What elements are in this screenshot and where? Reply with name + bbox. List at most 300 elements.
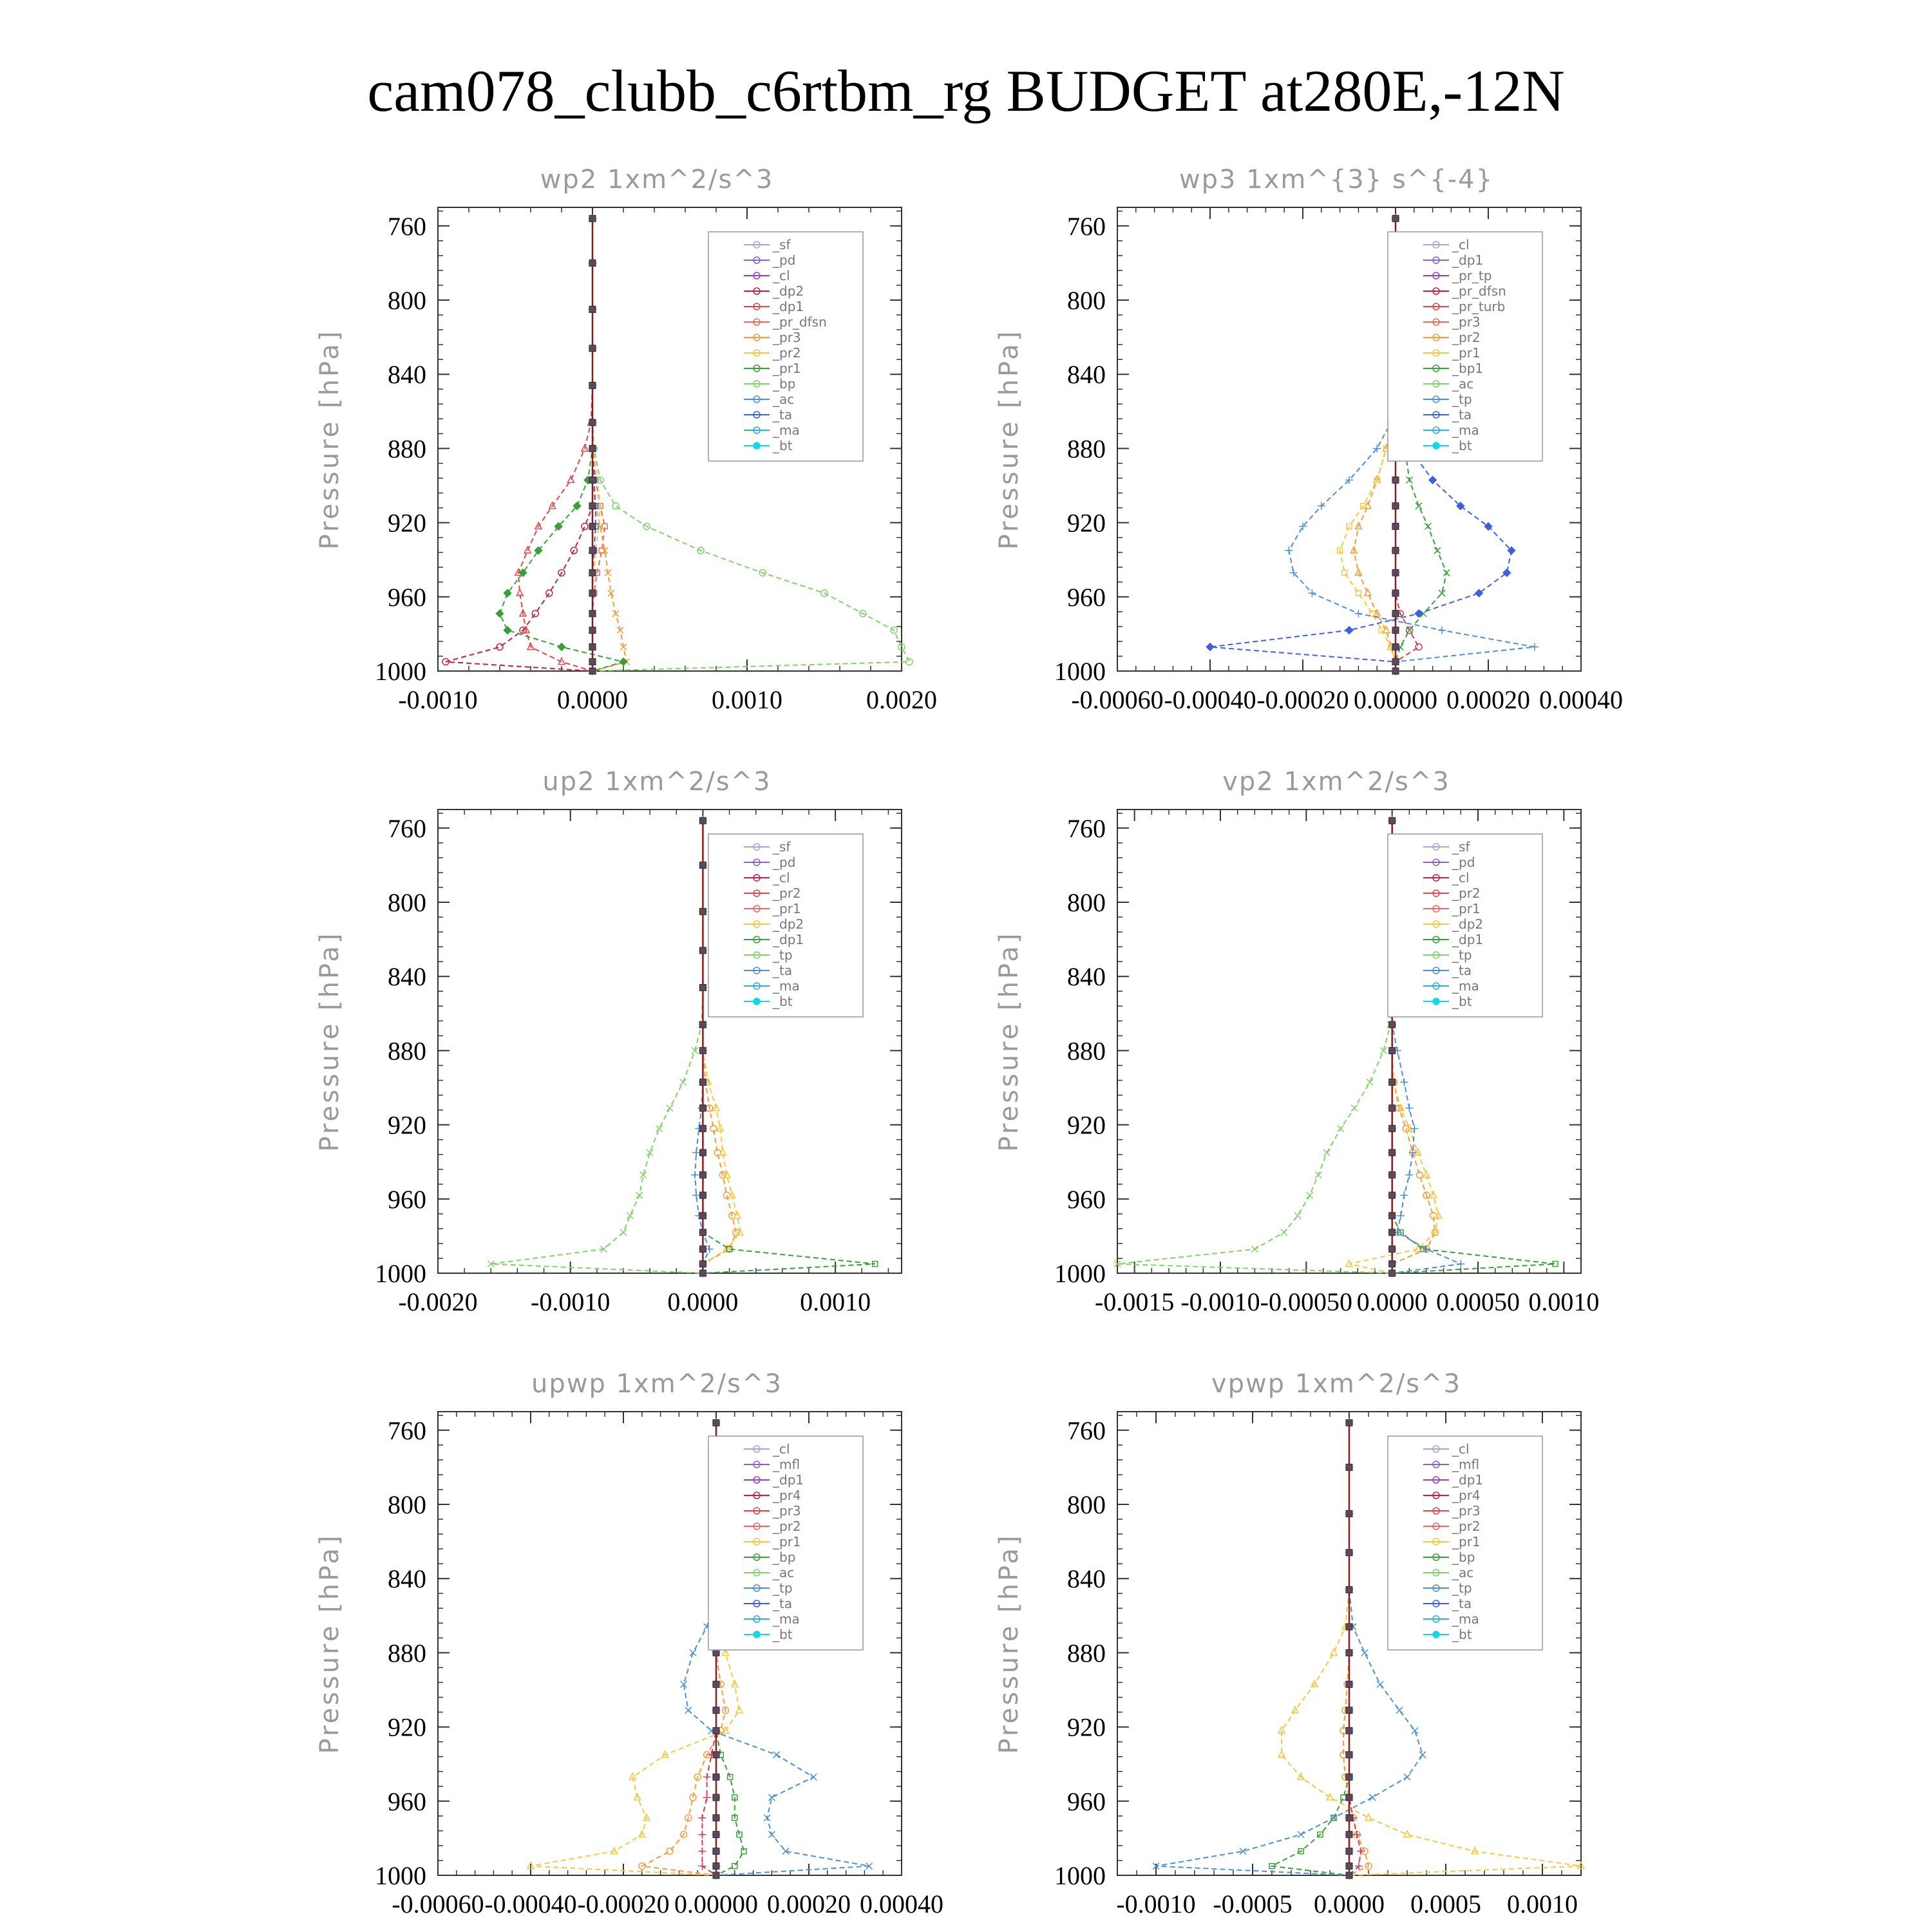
- zero-marker: [699, 984, 706, 990]
- x-tick-label: 0.0005: [1410, 1889, 1481, 1918]
- y-tick-label: 1000: [375, 1259, 426, 1288]
- data-point: [1361, 1649, 1368, 1656]
- zero-marker: [1392, 569, 1399, 576]
- x-tick-label: 0.0000: [1314, 1889, 1385, 1918]
- zero-marker: [1389, 817, 1396, 824]
- zero-marker: [589, 306, 596, 312]
- data-point: [685, 1707, 692, 1714]
- zero-marker: [1346, 1586, 1352, 1593]
- zero-marker: [589, 345, 596, 352]
- data-point: [703, 1794, 711, 1801]
- legend-entry: _mfl: [773, 1457, 800, 1472]
- data-point: [698, 1831, 706, 1839]
- y-axis-label: Pressure [hPa]: [315, 328, 345, 550]
- data-point: [1404, 1774, 1410, 1780]
- zero-marker: [1392, 627, 1399, 634]
- zero-marker: [589, 503, 596, 509]
- legend-entry: _bt: [1452, 438, 1472, 453]
- legend-entry: _dp1: [773, 299, 804, 314]
- legend-entry: _pr3: [773, 1503, 801, 1519]
- legend-entry: _ta: [773, 1596, 793, 1611]
- zero-marker: [1392, 547, 1399, 554]
- data-point: [667, 1848, 673, 1855]
- legend-entry: _bt: [1452, 1627, 1472, 1642]
- zero-marker: [589, 260, 596, 266]
- zero-marker: [699, 1150, 706, 1156]
- panel-4: [994, 767, 1599, 1316]
- legend-entry: _ta: [773, 963, 793, 978]
- zero-marker: [699, 947, 706, 954]
- zero-marker: [1389, 1021, 1396, 1028]
- data-point: [1438, 627, 1446, 634]
- legend-entry: _bt: [773, 438, 793, 453]
- zero-marker: [699, 1192, 706, 1198]
- x-tick-label: -0.00040: [484, 1889, 577, 1918]
- zero-marker: [699, 1246, 706, 1253]
- zero-marker: [699, 1229, 706, 1236]
- y-tick-label: 960: [1067, 1786, 1106, 1816]
- zero-marker: [713, 1419, 719, 1426]
- legend-entry: _mfl: [1452, 1457, 1480, 1472]
- data-point: [1285, 547, 1293, 554]
- data-point: [636, 1192, 643, 1198]
- data-point: [640, 1171, 647, 1178]
- x-tick-label: -0.00050: [1260, 1287, 1352, 1316]
- page-title: cam078_clubb_c6rtbm_rg BUDGET at280E,-12N: [367, 58, 1565, 124]
- legend-entry: _tp: [1452, 1580, 1472, 1596]
- panel-title: vp2 1xm^2/s^3: [1222, 767, 1450, 797]
- legend-entry: _pr_tp: [1452, 268, 1492, 283]
- zero-marker: [1389, 1270, 1396, 1276]
- zero-marker: [1392, 644, 1399, 650]
- data-point: [1315, 1171, 1321, 1178]
- y-tick-label: 840: [388, 1564, 426, 1594]
- zero-marker: [589, 627, 596, 634]
- x-tick-label: 0.00000: [1354, 685, 1437, 714]
- zero-marker: [1346, 1863, 1352, 1870]
- zero-marker: [1346, 1727, 1352, 1734]
- legend-entry: _pr2: [773, 345, 801, 361]
- zero-marker: [1389, 1229, 1396, 1236]
- legend-entry: _ac: [1452, 376, 1474, 392]
- y-tick-label: 960: [388, 582, 426, 612]
- y-tick-label: 880: [1067, 434, 1106, 464]
- legend-entry: _sf: [1452, 839, 1470, 855]
- series-line: [1343, 1423, 1368, 1875]
- zero-marker: [1389, 1261, 1396, 1267]
- x-tick-label: -0.0010: [398, 685, 478, 714]
- zero-marker: [1346, 1510, 1352, 1517]
- y-tick-label: 1000: [1054, 1259, 1106, 1288]
- legend-entry: _tp: [1452, 392, 1472, 407]
- y-tick-label: 840: [388, 962, 426, 992]
- zero-marker: [589, 668, 596, 674]
- data-point: [546, 590, 553, 596]
- zero-marker: [1389, 1213, 1396, 1219]
- y-tick-label: 960: [1067, 1184, 1106, 1214]
- zero-marker: [1389, 1105, 1396, 1112]
- x-tick-label: -0.00060: [1071, 685, 1164, 714]
- x-tick-label: 0.0000: [667, 1287, 739, 1316]
- y-tick-label: 920: [388, 508, 426, 538]
- x-tick-label: -0.0020: [398, 1287, 478, 1316]
- data-point: [1308, 589, 1316, 597]
- legend-entry: _pr_dfsn: [1452, 283, 1506, 299]
- legend-entry: _ta: [773, 407, 793, 422]
- y-tick-label: 1000: [1054, 1861, 1106, 1890]
- data-point: [1367, 1079, 1373, 1085]
- panel-title: upwp 1xm^2/s^3: [531, 1369, 782, 1399]
- series-line: [446, 218, 592, 671]
- zero-marker: [589, 659, 596, 665]
- zero-marker: [589, 215, 596, 222]
- y-tick-label: 880: [388, 1036, 426, 1066]
- zero-marker: [713, 1681, 719, 1687]
- legend-entry: _pd: [1452, 855, 1475, 870]
- zero-marker: [699, 817, 706, 824]
- zero-marker: [589, 611, 596, 617]
- y-axis-label: Pressure [hPa]: [994, 931, 1024, 1152]
- data-point: [1345, 627, 1353, 634]
- y-tick-label: 760: [1067, 211, 1106, 241]
- x-tick-label: 0.0000: [557, 685, 628, 714]
- zero-marker: [589, 445, 596, 451]
- legend-entry: _pr2: [773, 1519, 801, 1534]
- legend-entry: _cl: [1452, 237, 1470, 252]
- data-point: [1351, 1105, 1358, 1112]
- x-tick-label: -0.0010: [531, 1287, 611, 1316]
- legend-entry: _tp: [773, 947, 793, 963]
- data-point: [1416, 644, 1422, 650]
- data-point: [1377, 1681, 1383, 1687]
- legend-entry: _ac: [773, 392, 795, 407]
- data-point: [1251, 1246, 1258, 1253]
- data-point: [698, 1848, 706, 1855]
- x-tick-label: -0.00020: [1256, 685, 1349, 714]
- y-tick-label: 920: [1067, 1712, 1106, 1742]
- legend-entry: _dp2: [1452, 916, 1484, 932]
- legend-marker: [753, 998, 760, 1005]
- y-tick-label: 840: [388, 360, 426, 390]
- x-tick-label: -0.00020: [577, 1889, 670, 1918]
- legend-entry: _pd: [773, 855, 796, 870]
- y-tick-label: 760: [1067, 1416, 1106, 1445]
- data-point: [1354, 610, 1362, 618]
- data-point: [1331, 1649, 1337, 1655]
- data-point: [1405, 1171, 1413, 1179]
- data-point: [667, 1105, 673, 1112]
- data-point: [1206, 643, 1214, 651]
- zero-marker: [1392, 503, 1399, 509]
- x-tick-label: 0.00020: [767, 1889, 851, 1918]
- legend-marker: [753, 1631, 760, 1638]
- data-point: [698, 1862, 706, 1870]
- zero-marker: [589, 477, 596, 483]
- y-tick-label: 880: [1067, 1638, 1106, 1668]
- legend-entry: _pr2: [1452, 886, 1481, 901]
- data-point: [1425, 523, 1431, 529]
- data-point: [691, 1171, 699, 1179]
- panel-6: [994, 1369, 1584, 1918]
- y-tick-label: 800: [1067, 286, 1106, 315]
- panel-title: wp2 1xm^2/s^3: [540, 165, 774, 194]
- x-tick-label: 0.00020: [1446, 685, 1530, 714]
- x-tick-label: 0.00000: [674, 1889, 758, 1918]
- x-tick-label: -0.00040: [1164, 685, 1256, 714]
- zero-marker: [713, 1752, 719, 1758]
- legend-entry: _ma: [1452, 422, 1479, 438]
- legend-entry: _bp1: [1452, 361, 1484, 376]
- y-tick-label: 880: [388, 1638, 426, 1668]
- x-tick-label: 0.00050: [1436, 1287, 1520, 1316]
- y-tick-label: 800: [388, 888, 426, 917]
- y-tick-label: 1000: [375, 657, 426, 686]
- zero-marker: [589, 382, 596, 388]
- y-tick-label: 760: [1067, 813, 1106, 843]
- legend-entry: _dp1: [1452, 932, 1484, 947]
- series-line: [1340, 218, 1396, 671]
- zero-marker: [699, 1171, 706, 1178]
- legend-entry: _pr1: [1452, 901, 1481, 916]
- data-point: [1531, 643, 1539, 651]
- legend-entry: _dp2: [773, 916, 804, 932]
- zero-marker: [1346, 1872, 1352, 1879]
- data-point: [647, 1150, 653, 1156]
- series-line: [518, 218, 592, 671]
- zero-marker: [699, 1261, 706, 1267]
- x-tick-label: 0.0010: [1528, 1287, 1600, 1316]
- legend-entry: _ma: [1452, 978, 1479, 994]
- data-point: [1338, 1125, 1344, 1132]
- data-point: [1307, 1192, 1313, 1198]
- legend-entry: _pr1: [773, 1534, 801, 1549]
- zero-marker: [699, 1270, 706, 1276]
- series-line: [491, 820, 703, 1273]
- data-point: [1281, 1229, 1287, 1236]
- data-point: [1298, 1832, 1304, 1838]
- legend-entry: _pr_dfsn: [773, 314, 827, 330]
- data-point: [1434, 547, 1441, 554]
- zero-marker: [1389, 1171, 1396, 1178]
- data-point: [1278, 1751, 1285, 1757]
- data-point: [1416, 503, 1422, 509]
- zero-marker: [713, 1815, 719, 1821]
- zero-marker: [1346, 1815, 1352, 1821]
- series-line: [500, 218, 623, 671]
- panel-title: up2 1xm^2/s^3: [542, 767, 772, 797]
- y-tick-label: 800: [1067, 1490, 1106, 1519]
- zero-marker: [589, 523, 596, 529]
- y-tick-label: 920: [388, 1110, 426, 1140]
- data-point: [582, 523, 588, 529]
- zero-marker: [1346, 1549, 1352, 1556]
- zero-marker: [699, 1021, 706, 1028]
- zero-marker: [713, 1832, 719, 1838]
- zero-marker: [589, 569, 596, 576]
- zero-marker: [1389, 1047, 1396, 1054]
- data-point: [1294, 1213, 1301, 1219]
- zero-marker: [713, 1774, 719, 1780]
- data-point: [1323, 1150, 1330, 1156]
- legend-entry: _cl: [1452, 1441, 1470, 1457]
- data-point: [1405, 1104, 1413, 1112]
- legend-entry: _pr1: [773, 901, 801, 916]
- legend-entry: _ac: [773, 1565, 795, 1580]
- y-tick-label: 920: [388, 1712, 426, 1742]
- zero-marker: [1346, 1624, 1352, 1630]
- panel-title: vpwp 1xm^2/s^3: [1211, 1369, 1462, 1399]
- x-tick-label: 0.0010: [1507, 1889, 1578, 1918]
- y-tick-label: 920: [1067, 508, 1106, 538]
- zero-marker: [1346, 1848, 1352, 1855]
- zero-marker: [589, 644, 596, 650]
- data-point: [906, 659, 913, 665]
- zero-marker: [1389, 1192, 1396, 1198]
- y-tick-label: 800: [388, 1490, 426, 1519]
- legend-entry: _pr2: [773, 886, 801, 901]
- x-tick-label: -0.0015: [1095, 1287, 1175, 1316]
- zero-marker: [1392, 523, 1399, 529]
- legend-entry: _dp1: [773, 1472, 804, 1488]
- legend-entry: _bp: [1452, 1549, 1475, 1565]
- zero-marker: [589, 590, 596, 596]
- zero-marker: [1389, 1125, 1396, 1132]
- zero-marker: [1392, 659, 1399, 665]
- zero-marker: [699, 1047, 706, 1054]
- panel-1: [315, 165, 937, 714]
- y-tick-label: 960: [388, 1786, 426, 1816]
- legend-entry: _pr1: [1452, 345, 1481, 361]
- legend-entry: _pr3: [1452, 1503, 1481, 1519]
- zero-marker: [713, 1848, 719, 1855]
- y-tick-label: 840: [1067, 360, 1106, 390]
- x-tick-label: 0.0020: [866, 685, 937, 714]
- legend-entry: _tp: [773, 1580, 793, 1596]
- x-tick-label: -0.00060: [392, 1889, 484, 1918]
- legend-entry: _pr4: [773, 1488, 801, 1503]
- legend-entry: _tp: [1452, 947, 1472, 963]
- data-point: [1457, 1260, 1464, 1268]
- zero-marker: [1346, 1649, 1352, 1656]
- legend-entry: _ma: [1452, 1611, 1479, 1627]
- zero-marker: [589, 547, 596, 554]
- data-point: [1472, 1848, 1478, 1854]
- legend-entry: _sf: [773, 839, 791, 855]
- zero-marker: [1346, 1752, 1352, 1758]
- data-point: [1429, 476, 1437, 484]
- x-tick-label: 0.0010: [712, 685, 782, 714]
- legend-entry: _cl: [773, 870, 790, 886]
- legend-marker: [1433, 998, 1439, 1005]
- data-point: [1419, 1752, 1426, 1758]
- legend-entry: _bp: [773, 1549, 796, 1565]
- data-point: [1397, 1212, 1405, 1220]
- legend-marker: [1433, 442, 1439, 449]
- zero-marker: [589, 419, 596, 426]
- legend-entry: _bp: [773, 376, 796, 392]
- zero-marker: [1346, 1794, 1352, 1801]
- legend-entry: _cl: [773, 1441, 790, 1457]
- zero-marker: [713, 1794, 719, 1801]
- legend-entry: _pr4: [1452, 1488, 1481, 1503]
- zero-marker: [1346, 1681, 1352, 1687]
- x-tick-label: 0.00040: [1539, 685, 1623, 714]
- legend-entry: _pr1: [773, 361, 801, 376]
- legend-entry: _pd: [773, 252, 796, 268]
- legend-entry: _dp1: [1452, 1472, 1484, 1488]
- legend-entry: _ta: [1452, 963, 1472, 978]
- legend-entry: _dp1: [773, 932, 804, 947]
- y-tick-label: 920: [1067, 1110, 1106, 1140]
- legend-entry: _pr2: [1452, 1519, 1481, 1534]
- data-point: [1369, 1794, 1376, 1801]
- panel-5: [315, 1369, 943, 1918]
- legend-entry: _pr_turb: [1452, 299, 1506, 314]
- data-point: [504, 627, 511, 634]
- zero-marker: [1346, 1774, 1352, 1780]
- data-point: [1365, 589, 1371, 596]
- legend-entry: _cl: [773, 268, 790, 283]
- data-point: [773, 1752, 780, 1758]
- zero-marker: [713, 1872, 719, 1879]
- zero-marker: [1389, 1150, 1396, 1156]
- y-tick-label: 1000: [1054, 657, 1106, 686]
- data-point: [558, 643, 565, 651]
- data-point: [1353, 1831, 1361, 1839]
- y-axis-label: Pressure [hPa]: [315, 931, 345, 1152]
- data-point: [1400, 1078, 1408, 1086]
- data-point: [612, 503, 619, 509]
- zero-marker: [1392, 668, 1399, 674]
- zero-marker: [699, 908, 706, 914]
- x-tick-label: 0.00040: [860, 1889, 943, 1918]
- y-tick-label: 1000: [375, 1861, 426, 1890]
- y-tick-label: 840: [1067, 962, 1106, 992]
- legend-entry: _sf: [773, 237, 791, 252]
- y-axis-label: Pressure [hPa]: [994, 328, 1024, 550]
- legend-entry: _ma: [773, 1611, 800, 1627]
- zero-marker: [713, 1649, 719, 1656]
- zero-marker: [713, 1707, 719, 1714]
- panel-3: [315, 767, 902, 1316]
- legend-entry: _bt: [773, 1627, 793, 1642]
- legend-marker: [1433, 1631, 1439, 1638]
- legend-entry: _ta: [1452, 1596, 1472, 1611]
- zero-marker: [699, 1079, 706, 1085]
- x-tick-label: -0.0010: [1180, 1287, 1260, 1316]
- zero-marker: [1346, 1707, 1352, 1714]
- legend-entry: _dp1: [1452, 252, 1484, 268]
- x-tick-label: 0.0010: [800, 1287, 871, 1316]
- legend-entry: _pr3: [773, 330, 801, 345]
- y-tick-label: 760: [388, 211, 426, 241]
- zero-marker: [699, 1125, 706, 1132]
- legend-entry: _ma: [773, 978, 800, 994]
- y-tick-label: 800: [1067, 888, 1106, 917]
- y-tick-label: 880: [1067, 1036, 1106, 1066]
- zero-marker: [1346, 1832, 1352, 1838]
- data-point: [1400, 1191, 1408, 1199]
- data-point: [703, 1773, 711, 1781]
- zero-marker: [1389, 1079, 1396, 1085]
- zero-marker: [713, 1863, 719, 1870]
- data-point: [1406, 627, 1413, 634]
- y-tick-label: 760: [388, 1416, 426, 1445]
- data-point: [1416, 1171, 1423, 1178]
- zero-marker: [1392, 590, 1399, 596]
- legend-marker: [753, 442, 760, 449]
- legend-entry: _pr1: [1452, 1534, 1481, 1549]
